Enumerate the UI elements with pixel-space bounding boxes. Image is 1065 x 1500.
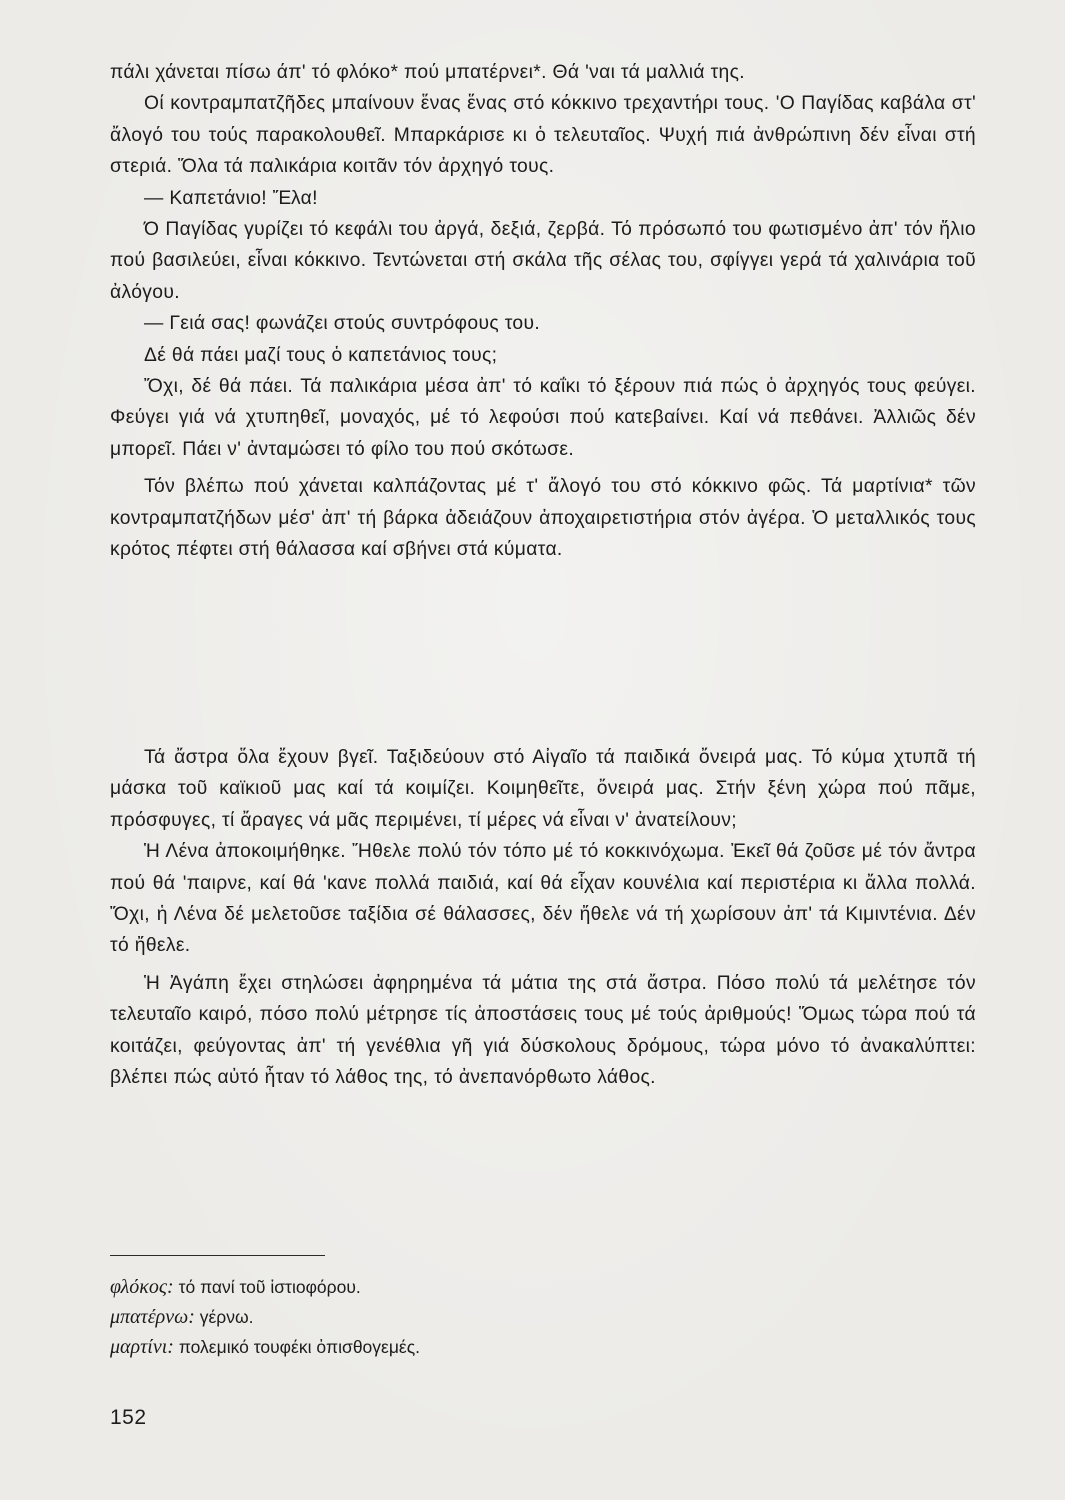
paragraph: Ἡ Ἀγάπη ἔχει στηλώσει ἀφηρημένα τά μάτια της στά ἄστρα. Πόσο πολύ τά μελέτησε τόν τελευταῖο καιρό, πόσο πολύ μέτρησε τίς ἀποστάσεις τους μέ τούς ἀριθμούς! Ὅμως τώρα πού τά κοιτάζει, φεύγοντας ἀπ' τή γενέθλια γῆ γιά δύσκολους δρόμους, τώρα μόνο τό ἀνακαλύπτει: βλέπει πώς αὐτό ἦταν τό λάθος της, τό ἀνεπανόρθωτο λάθος. [110,972,976,1089]
body-text-section-1 [110,57,976,566]
paragraph: Τόν βλέπω πού χάνεται καλπάζοντας μέ τ' ἄλογό του στό κόκκινο φῶς. Τά μαρτίνια* τῶν κοντραμπατζήδων μέσ' ἀπ' τή βάρκα ἀδειάζουν ἀποχαιρετιστήρια στόν ἀγέρα. Ὁ μεταλλικός τους κρότος πέφτει στή θάλασσα καί σβήνει στά κύματα. [110,476,976,561]
footnotes [110,1272,710,1362]
paragraph: Ό Παγίδας γυρίζει τό κεφάλι του ἀργά, δεξιά, ζερβά. Τό πρόσωπό του φωτισμένο ἀπ' τόν ἥλιο πού βασιλεύει, εἶναι κόκκινο. Τεντώνεται στή σκάλα τῆς σέλας του, σφίγγει γερά τά χαλινάρια τοῦ ἀλόγου. [110,219,976,303]
dialogue-line: — Γειά σας! φωνάζει στούς συντρόφους του. [144,313,541,335]
page-number: 152 [110,1406,147,1429]
footnote [110,1272,710,1302]
footnote-definition: πολεμικό τουφέκι ὀπισθογεμές. [178,1337,421,1357]
paragraph: πάλι χάνεται πίσω άπ' τό φλόκο* πού μπατέρνει*. Θά 'ναι τά μαλλιά της. [110,62,745,83]
footnote-term: μαρτίνι: [110,1336,174,1358]
footnote-divider [110,1255,325,1256]
footnote-definition: γέρνω. [199,1307,254,1327]
footnote-term: φλόκος: [110,1276,174,1298]
paragraph: Ὄχι, δέ θά πάει. Τά παλικάρια μέσα ἀπ' τό καΐκι τό ξέρουν πιά πώς ὁ ἀρχηγός τους φεύγει. Φεύγει γιά νά χτυπηθεῖ, μοναχός, μέ τό λεφούσι πού κατεβαίνει. Καί νά πεθάνει. Ἀλλιῶς δέν μπορεῖ. Πάει ν' ἀνταμώσει τό φίλο του πού σκότωσε. [110,376,976,460]
paragraph: Δέ θά πάει μαζί τους ὁ καπετάνιος τους; [144,344,498,366]
body-text-section-2 [110,742,976,1093]
dialogue-line: — Καπετάνιο! Ἔλα! [144,187,318,209]
footnote [110,1302,710,1332]
paragraph: Οί κοντραμπατζῆδες μπαίνουν ἕνας ἕνας στό κόκκινο τρεχαντήρι τους. 'Ο Παγίδας καβάλα στ' ἄλογό του τούς παρακολουθεῖ. Μπαρκάρισε κι ὁ τελευταῖος. Ψυχή πιά ἀνθρώπινη δέν εἶναι στή στεριά. Ὅλα τά παλικάρια κοιτᾶν τόν ἀρχηγό τους. [110,93,976,178]
footnote-term: μπατέρνω: [110,1306,195,1328]
footnote-definition: τό πανί τοῦ ἱστιοφόρου. [178,1277,361,1297]
footnote [110,1332,710,1362]
paragraph: Τά ἄστρα ὅλα ἔχουν βγεῖ. Ταξιδεύουν στό Αἰγαῖο τά παιδικά ὄνειρά μας. Τό κύμα χτυπᾶ τή μάσκα τοῦ καϊκιοῦ μας καί τά κοιμίζει. Κοιμηθεῖτε, ὄνειρά μας. Στήν ξένη χώρα πού πᾶμε, πρόσφυγες, τί ἄραγες νά μᾶς περιμένει, τί μέρες νά εἶναι ν' ἀνατείλουν; [110,747,976,831]
paragraph: Ἡ Λένα ἀποκοιμήθηκε. Ἤθελε πολύ τόν τόπο μέ τό κοκκινόχωμα. Ἐκεῖ θά ζοῦσε μέ τόν ἄντρα πού θά 'παιρνε, καί θά 'κανε πολλά παιδιά, καί θά εἶχαν κουνέλια καί περιστέρια κι ἄλλα πολλά. Ὄχι, ἡ Λένα δέ μελετοῦσε ταξίδια σέ θάλασσες, δέν ἤθελε νά τή χωρίσουν ἀπ' τά Κιμιντένια. Δέν τό ἤθελε. [110,841,976,957]
